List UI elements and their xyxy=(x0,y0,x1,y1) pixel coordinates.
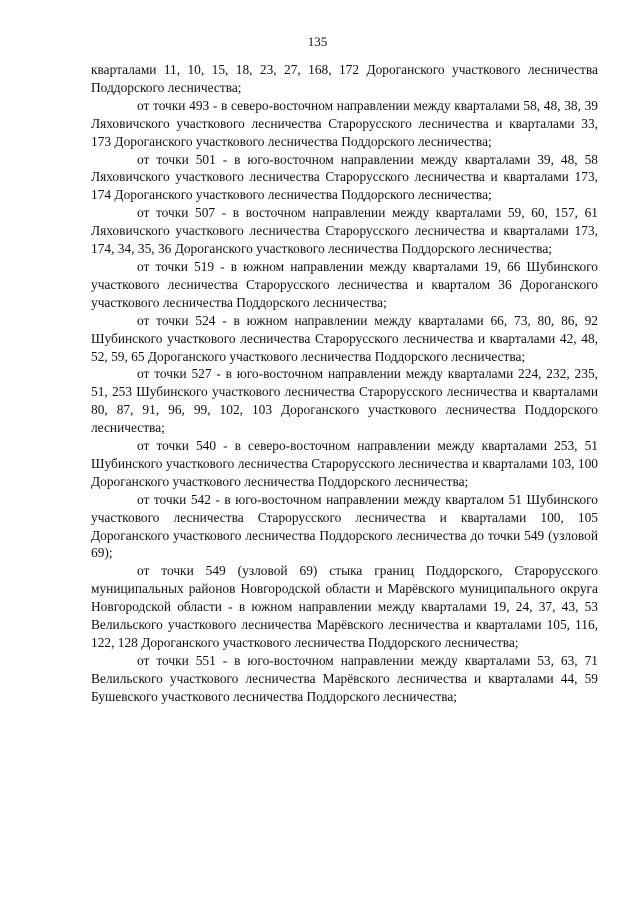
document-body xyxy=(91,61,598,706)
paragraph: от точки 519 - в южном направлении между кварталами 19, 66 Шубинского участкового лесничества Старорусского лесничества и кварталом 36 Дороганского участкового лесничества Поддорского лесничества; xyxy=(91,258,598,310)
paragraph: кварталами 11, 10, 15, 18, 23, 27, 168, 172 Дороганского участкового лесничества Поддорского лесничества; xyxy=(91,62,598,95)
paragraph: от точки 501 - в юго-восточном направлении между кварталами 39, 48, 58 Ляховичского участкового лесничества Старорусского лесничества и кварталами 173, 174 Дороганского участкового лесничества Поддорского лесничества; xyxy=(91,151,598,203)
paragraph: от точки 551 - в юго-восточном направлении между кварталами 53, 63, 71 Велильского участкового лесничества Марёвского лесничества и кварталами 44, 59 Бушевского участкового лесничества Поддорского лесничества; xyxy=(91,652,598,704)
paragraph: от точки 540 - в северо-восточном направлении между кварталами 253, 51 Шубинского участкового лесничества Старорусского лесничества и кварталами 103, 100 Дороганского участкового лесничества Поддорского лесничества; xyxy=(91,438,598,489)
paragraph: от точки 507 - в восточном направлении между кварталами 59, 60, 157, 61 Ляховичского участкового лесничества Старорусского лесничества и кварталами 173, 174, 34, 35, 36 Дороганского участкового лесничества Поддорского лесничества; xyxy=(91,205,598,257)
page-number: 135 xyxy=(307,34,328,49)
paragraph: от точки 542 - в юго-восточном направлении между кварталом 51 Шубинского участкового лесничества Старорусского лесничества и кварталами 100, 105 Дороганского участкового лесничества Поддорского лесничества до точки 549 (узловой 69); xyxy=(91,491,598,561)
paragraph: от точки 524 - в южном направлении между кварталами 66, 73, 80, 86, 92 Шубинского участкового лесничества Старорусского лесничества и кварталами 42, 48, 52, 59, 65 Дороганского участкового лесничества Поддорского лесничества; xyxy=(91,312,598,364)
paragraph: от точки 527 - в юго-восточном направлении между кварталами 224, 232, 235, 51, 253 Шубинского участкового лесничества Старорусского лесничества и кварталами 80, 87, 91, 96, 99, 102, 103 Дороганского участкового лесничества Поддорского лесничества; xyxy=(91,366,598,436)
paragraph: от точки 549 (узловой 69) стыка границ Поддорского, Старорусского муниципальных районов Новгородской области и Марёвского муниципального округа Новгородской области - в южном направлении между кварталами 19, 24, 37, 43, 53 Велильского участкового лесничества Марёвского лесничества и кварталами 105, 116, 122, 128 Дороганского участкового лесничества Поддорского лесничества; xyxy=(91,563,598,650)
paragraph: от точки 493 - в северо-восточном направлении между кварталами 58, 48, 38, 39 Ляховичского участкового лесничества Старорусского лесничества и кварталами 33, 173 Дороганского участкового лесничества Поддорского лесничества; xyxy=(91,97,598,149)
